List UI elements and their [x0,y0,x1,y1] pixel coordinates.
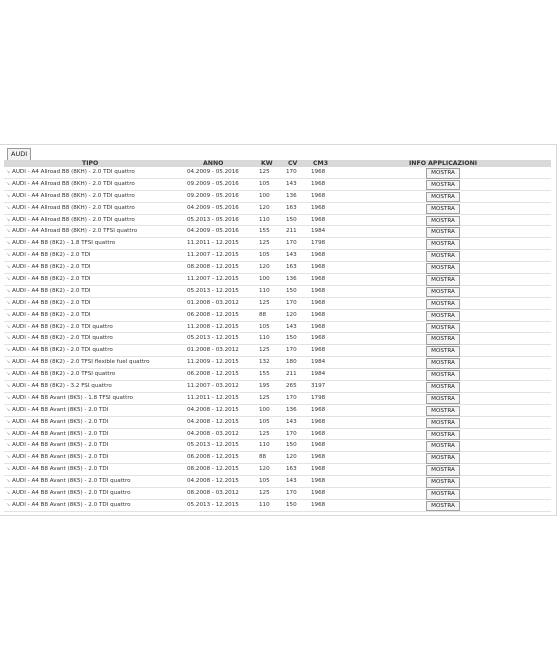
vehicle-type[interactable] [6,381,112,392]
show-applications-button[interactable]: MOSTRA [426,394,460,405]
vehicle-type-label: AUDI - A4 B8 (8K2) - 2.0 TFSI flexible fuel quattro [12,359,150,366]
show-applications-button[interactable]: MOSTRA [426,441,460,452]
show-applications-button[interactable]: MOSTRA [426,465,460,476]
table-row [4,417,551,429]
displacement-cm3: 1968 [311,311,326,318]
displacement-cm3: 1968 [311,287,326,294]
vehicle-type-label: AUDI - A4 B8 Avant (8K5) - 2.0 TDI quattro [12,490,131,497]
power-kw: 110 [259,287,270,294]
vehicle-type[interactable] [6,464,108,475]
table-row [4,298,551,310]
vehicle-type-label: AUDI - A4 B8 Avant (8K5) - 2.0 TDI [12,430,109,437]
link-arrow-icon: ↘ [6,501,11,508]
year-range: 04.2009 - 05.2016 [187,204,239,211]
show-applications-button[interactable]: MOSTRA [426,370,460,381]
link-arrow-icon: ↘ [6,430,11,437]
year-range: 09.2009 - 05.2016 [187,192,239,199]
vehicle-type[interactable] [6,369,115,380]
vehicle-type-label: AUDI - A4 Allroad B8 (8KH) - 2.0 TDI quattro [12,180,135,187]
link-arrow-icon: ↘ [6,359,11,366]
year-range: 11.2007 - 12.2015 [187,276,239,283]
show-applications-button[interactable]: MOSTRA [426,489,460,500]
table-row [4,286,551,298]
show-applications-button[interactable]: MOSTRA [426,406,460,417]
table-row [4,464,551,476]
show-applications-button[interactable]: MOSTRA [426,477,460,488]
power-kw: 110 [259,442,270,449]
year-range: 04.2008 - 03.2012 [187,430,239,437]
power-cv: 211 [286,371,297,378]
power-cv: 143 [286,478,297,485]
table-row [4,476,551,488]
show-applications-button[interactable]: MOSTRA [426,275,460,286]
link-arrow-icon: ↘ [6,264,11,271]
power-cv: 136 [286,192,297,199]
vehicle-type[interactable] [6,310,91,321]
vehicle-type[interactable] [6,215,135,226]
displacement-cm3: 1968 [311,442,326,449]
power-cv: 136 [286,276,297,283]
vehicle-type-label: AUDI - A4 B8 Avant (8K5) - 2.0 TDI quattro [12,478,131,485]
vehicle-type-label: AUDI - A4 B8 (8K2) - 2.0 TDI quattro [12,347,113,354]
power-cv: 150 [286,501,297,508]
year-range: 05.2013 - 05.2016 [187,216,239,223]
power-cv: 150 [286,216,297,223]
table-row [4,393,551,405]
vehicle-type[interactable] [6,262,91,273]
year-range: 11.2011 - 12.2015 [187,394,239,401]
displacement-cm3: 1968 [311,216,326,223]
link-arrow-icon: ↘ [6,180,11,187]
year-range: 05.2013 - 12.2015 [187,335,239,342]
power-cv: 136 [286,406,297,413]
show-applications-button[interactable]: MOSTRA [426,239,460,250]
table-header [4,160,551,167]
year-range: 11.2007 - 03.2012 [187,383,239,390]
show-applications-button[interactable]: MOSTRA [426,227,460,238]
link-arrow-icon: ↘ [6,406,11,413]
displacement-cm3: 1984 [311,359,326,366]
displacement-cm3: 1968 [311,192,326,199]
power-cv: 170 [286,347,297,354]
vehicle-type[interactable] [6,393,133,404]
vehicle-type-label: AUDI - A4 B8 (8K2) - 1.8 TFSI quattro [12,240,116,247]
show-applications-button[interactable]: MOSTRA [426,299,460,310]
table-row [4,191,551,203]
displacement-cm3: 1968 [311,276,326,283]
link-arrow-icon: ↘ [6,490,11,497]
table-row [4,167,551,179]
vehicle-table-body [4,167,551,512]
vehicle-type[interactable] [6,203,135,214]
show-applications-button[interactable]: MOSTRA [426,334,460,345]
vehicle-type-label: AUDI - A4 B8 (8K2) - 2.0 TDI quattro [12,335,113,342]
power-kw: 125 [259,430,270,437]
vehicle-type[interactable] [6,298,91,309]
displacement-cm3: 1968 [311,335,326,342]
table-row [4,357,551,369]
table-row [4,488,551,500]
brand-filter-button[interactable]: AUDI [7,148,31,161]
displacement-cm3: 1984 [311,228,326,235]
displacement-cm3: 1968 [311,204,326,211]
link-arrow-icon: ↘ [6,169,11,175]
vehicle-type[interactable] [6,322,113,333]
vehicle-type[interactable] [6,226,137,237]
table-row [4,262,551,274]
vehicle-type[interactable] [6,250,91,261]
link-arrow-icon: ↘ [6,383,11,390]
power-cv: 265 [286,383,297,390]
vehicle-type-label: AUDI - A4 Allroad B8 (8KH) - 2.0 TDI quattro [12,192,135,199]
vehicle-type[interactable] [6,345,113,356]
power-kw: 100 [259,192,270,199]
power-kw: 125 [259,240,270,247]
link-arrow-icon: ↘ [6,347,11,354]
show-applications-button[interactable]: MOSTRA [426,251,460,262]
show-applications-button[interactable]: MOSTRA [426,311,460,322]
year-range: 04.2008 - 12.2015 [187,478,239,485]
link-arrow-icon: ↘ [6,311,11,318]
show-applications-button[interactable]: MOSTRA [426,501,460,512]
power-cv: 170 [286,169,297,175]
power-kw: 100 [259,406,270,413]
table-row [4,310,551,322]
table-row [4,226,551,238]
power-cv: 170 [286,299,297,306]
vehicle-type[interactable] [6,357,150,368]
displacement-cm3: 1798 [311,240,326,247]
power-cv: 143 [286,252,297,259]
show-applications-button[interactable]: MOSTRA [426,204,460,215]
power-kw: 105 [259,418,270,425]
vehicle-type-label: AUDI - A4 B8 (8K2) - 2.0 TDI quattro [12,323,113,330]
link-arrow-icon: ↘ [6,418,11,425]
year-range: 04.2008 - 12.2015 [187,418,239,425]
vehicle-type-label: AUDI - A4 B8 Avant (8K5) - 2.0 TDI [12,454,109,461]
table-row [4,250,551,262]
table-row [4,500,551,512]
power-cv: 150 [286,287,297,294]
vehicle-type-label: AUDI - A4 Allroad B8 (8KH) - 2.0 TDI quattro [12,216,135,223]
power-kw: 88 [259,311,267,318]
year-range: 05.2013 - 12.2015 [187,442,239,449]
col-header-tipo: TIPO [82,160,99,167]
table-row [4,215,551,227]
show-applications-button[interactable]: MOSTRA [426,418,460,429]
link-arrow-icon: ↘ [6,335,11,342]
vehicle-type-label: AUDI - A4 B8 (8K2) - 2.0 TDI [12,276,91,283]
power-cv: 170 [286,240,297,247]
displacement-cm3: 1798 [311,394,326,401]
vehicle-type[interactable] [6,488,131,499]
col-header-cv: CV [288,160,298,167]
link-arrow-icon: ↘ [6,216,11,223]
link-arrow-icon: ↘ [6,394,11,401]
power-kw: 100 [259,276,270,283]
show-applications-button[interactable]: MOSTRA [426,287,460,298]
power-kw: 125 [259,490,270,497]
power-kw: 125 [259,394,270,401]
displacement-cm3: 1984 [311,371,326,378]
vehicle-type[interactable] [6,405,108,416]
show-applications-button[interactable]: MOSTRA [426,263,460,274]
power-cv: 170 [286,490,297,497]
power-kw: 88 [259,454,267,461]
show-applications-button[interactable]: MOSTRA [426,323,460,334]
vehicle-type-label: AUDI - A4 Allroad B8 (8KH) - 2.0 TDI quattro [12,204,135,211]
displacement-cm3: 1968 [311,406,326,413]
vehicle-type[interactable] [6,429,108,440]
col-header-cm3: CM3 [313,160,329,167]
power-cv: 180 [286,359,297,366]
year-range: 06.2008 - 12.2015 [187,371,239,378]
link-arrow-icon: ↘ [6,442,11,449]
link-arrow-icon: ↘ [6,276,11,283]
year-range: 06.2008 - 12.2015 [187,311,239,318]
table-row [4,274,551,286]
power-kw: 125 [259,347,270,354]
link-arrow-icon: ↘ [6,240,11,247]
link-arrow-icon: ↘ [6,478,11,485]
show-applications-button[interactable]: MOSTRA [426,358,460,369]
year-range: 08.2008 - 03.2012 [187,490,239,497]
vehicle-type[interactable] [6,286,91,297]
displacement-cm3: 1968 [311,169,326,175]
table-row [4,369,551,381]
table-row [4,440,551,452]
table-row [4,238,551,250]
vehicle-type-label: AUDI - A4 B8 Avant (8K5) - 2.0 TDI [12,418,109,425]
year-range: 08.2008 - 12.2015 [187,264,239,271]
link-arrow-icon: ↘ [6,454,11,461]
year-range: 01.2008 - 03.2012 [187,347,239,354]
power-cv: 211 [286,228,297,235]
vehicle-type-label: AUDI - A4 B8 (8K2) - 2.0 TDI [12,311,91,318]
power-cv: 163 [286,264,297,271]
link-arrow-icon: ↘ [6,228,11,235]
vehicle-type[interactable] [6,417,108,428]
displacement-cm3: 1968 [311,347,326,354]
table-row [4,345,551,357]
table-row [4,322,551,334]
col-header-kw: KW [261,160,273,167]
show-applications-button[interactable]: MOSTRA [426,180,460,191]
show-applications-button[interactable]: MOSTRA [426,453,460,464]
vehicle-type[interactable] [6,167,135,178]
displacement-cm3: 1968 [311,252,326,259]
show-applications-button[interactable]: MOSTRA [426,216,460,227]
power-kw: 120 [259,204,270,211]
link-arrow-icon: ↘ [6,204,11,211]
vehicle-type-label: AUDI - A4 B8 (8K2) - 2.0 TDI [12,299,91,306]
power-kw: 125 [259,169,270,175]
power-kw: 195 [259,383,270,390]
year-range: 11.2009 - 12.2015 [187,359,239,366]
year-range: 05.2013 - 12.2015 [187,287,239,294]
power-cv: 163 [286,466,297,473]
vehicle-type-label: AUDI - A4 B8 Avant (8K5) - 2.0 TDI quattro [12,501,131,508]
year-range: 11.2007 - 12.2015 [187,252,239,259]
link-arrow-icon: ↘ [6,466,11,473]
show-applications-button[interactable]: MOSTRA [426,430,460,441]
vehicle-type-label: AUDI - A4 Allroad B8 (8KH) - 2.0 TFSI quattro [12,228,138,235]
col-header-anno: ANNO [203,160,224,167]
year-range: 11.2011 - 12.2015 [187,240,239,247]
vehicle-type[interactable] [6,476,131,487]
displacement-cm3: 3197 [311,383,326,390]
displacement-cm3: 1968 [311,490,326,497]
displacement-cm3: 1968 [311,180,326,187]
power-kw: 155 [259,228,270,235]
vehicle-type-label: AUDI - A4 B8 (8K2) - 2.0 TDI [12,287,91,294]
vehicle-type-label: AUDI - A4 B8 (8K2) - 2.0 TDI [12,264,91,271]
link-arrow-icon: ↘ [6,299,11,306]
link-arrow-icon: ↘ [6,287,11,294]
vehicle-type-label: AUDI - A4 B8 Avant (8K5) - 2.0 TDI [12,442,109,449]
year-range: 04.2009 - 05.2016 [187,169,239,175]
power-kw: 105 [259,252,270,259]
year-range: 04.2009 - 05.2016 [187,228,239,235]
power-kw: 105 [259,478,270,485]
year-range: 08.2008 - 12.2015 [187,466,239,473]
vehicle-type-label: AUDI - A4 B8 Avant (8K5) - 2.0 TDI [12,466,109,473]
power-kw: 125 [259,299,270,306]
show-applications-button[interactable]: MOSTRA [426,346,460,357]
power-kw: 132 [259,359,270,366]
power-kw: 155 [259,371,270,378]
power-cv: 170 [286,430,297,437]
power-kw: 105 [259,323,270,330]
vehicle-type-label: AUDI - A4 B8 (8K2) - 3.2 FSI quattro [12,383,112,390]
power-cv: 143 [286,418,297,425]
table-row [4,429,551,441]
displacement-cm3: 1968 [311,501,326,508]
vehicle-type[interactable] [6,238,115,249]
vehicle-type[interactable] [6,500,131,511]
table-row [4,333,551,345]
show-applications-button[interactable]: MOSTRA [426,192,460,203]
power-cv: 150 [286,335,297,342]
table-row [4,405,551,417]
col-header-info: INFO APPLICAZIONI [409,160,478,167]
link-arrow-icon: ↘ [6,371,11,378]
table-row [4,179,551,191]
vehicle-type[interactable] [6,452,108,463]
power-cv: 163 [286,204,297,211]
table-row [4,203,551,215]
link-arrow-icon: ↘ [6,323,11,330]
vehicle-type-label: AUDI - A4 B8 Avant (8K5) - 1.8 TFSI quattro [12,394,133,401]
link-arrow-icon: ↘ [6,252,11,259]
vehicle-type[interactable] [6,440,108,451]
power-kw: 110 [259,216,270,223]
displacement-cm3: 1968 [311,478,326,485]
power-cv: 150 [286,442,297,449]
displacement-cm3: 1968 [311,299,326,306]
power-cv: 170 [286,394,297,401]
year-range: 09.2009 - 05.2016 [187,180,239,187]
vehicle-type[interactable] [6,191,135,202]
displacement-cm3: 1968 [311,323,326,330]
table-row [4,381,551,393]
power-cv: 120 [286,454,297,461]
year-range: 04.2008 - 12.2015 [187,406,239,413]
table-row [4,452,551,464]
year-range: 06.2008 - 12.2015 [187,454,239,461]
vehicle-type-label: AUDI - A4 Allroad B8 (8KH) - 2.0 TDI quattro [12,169,135,175]
year-range: 05.2013 - 12.2015 [187,501,239,508]
year-range: 01.2008 - 03.2012 [187,299,239,306]
displacement-cm3: 1968 [311,264,326,271]
vehicle-type[interactable] [6,179,135,190]
show-applications-button[interactable]: MOSTRA [426,168,460,179]
power-kw: 110 [259,335,270,342]
vehicle-type-label: AUDI - A4 B8 (8K2) - 2.0 TFSI quattro [12,371,116,378]
power-cv: 120 [286,311,297,318]
displacement-cm3: 1968 [311,430,326,437]
power-cv: 143 [286,323,297,330]
power-kw: 105 [259,180,270,187]
vehicle-type[interactable] [6,333,113,344]
power-kw: 120 [259,264,270,271]
power-kw: 110 [259,501,270,508]
displacement-cm3: 1968 [311,418,326,425]
displacement-cm3: 1968 [311,466,326,473]
vehicle-type-label: AUDI - A4 B8 (8K2) - 2.0 TDI [12,252,91,259]
power-cv: 143 [286,180,297,187]
displacement-cm3: 1968 [311,454,326,461]
vehicle-type-label: AUDI - A4 B8 Avant (8K5) - 2.0 TDI [12,406,109,413]
show-applications-button[interactable]: MOSTRA [426,382,460,393]
link-arrow-icon: ↘ [6,192,11,199]
power-kw: 120 [259,466,270,473]
year-range: 11.2008 - 12.2015 [187,323,239,330]
vehicle-type[interactable] [6,274,91,285]
